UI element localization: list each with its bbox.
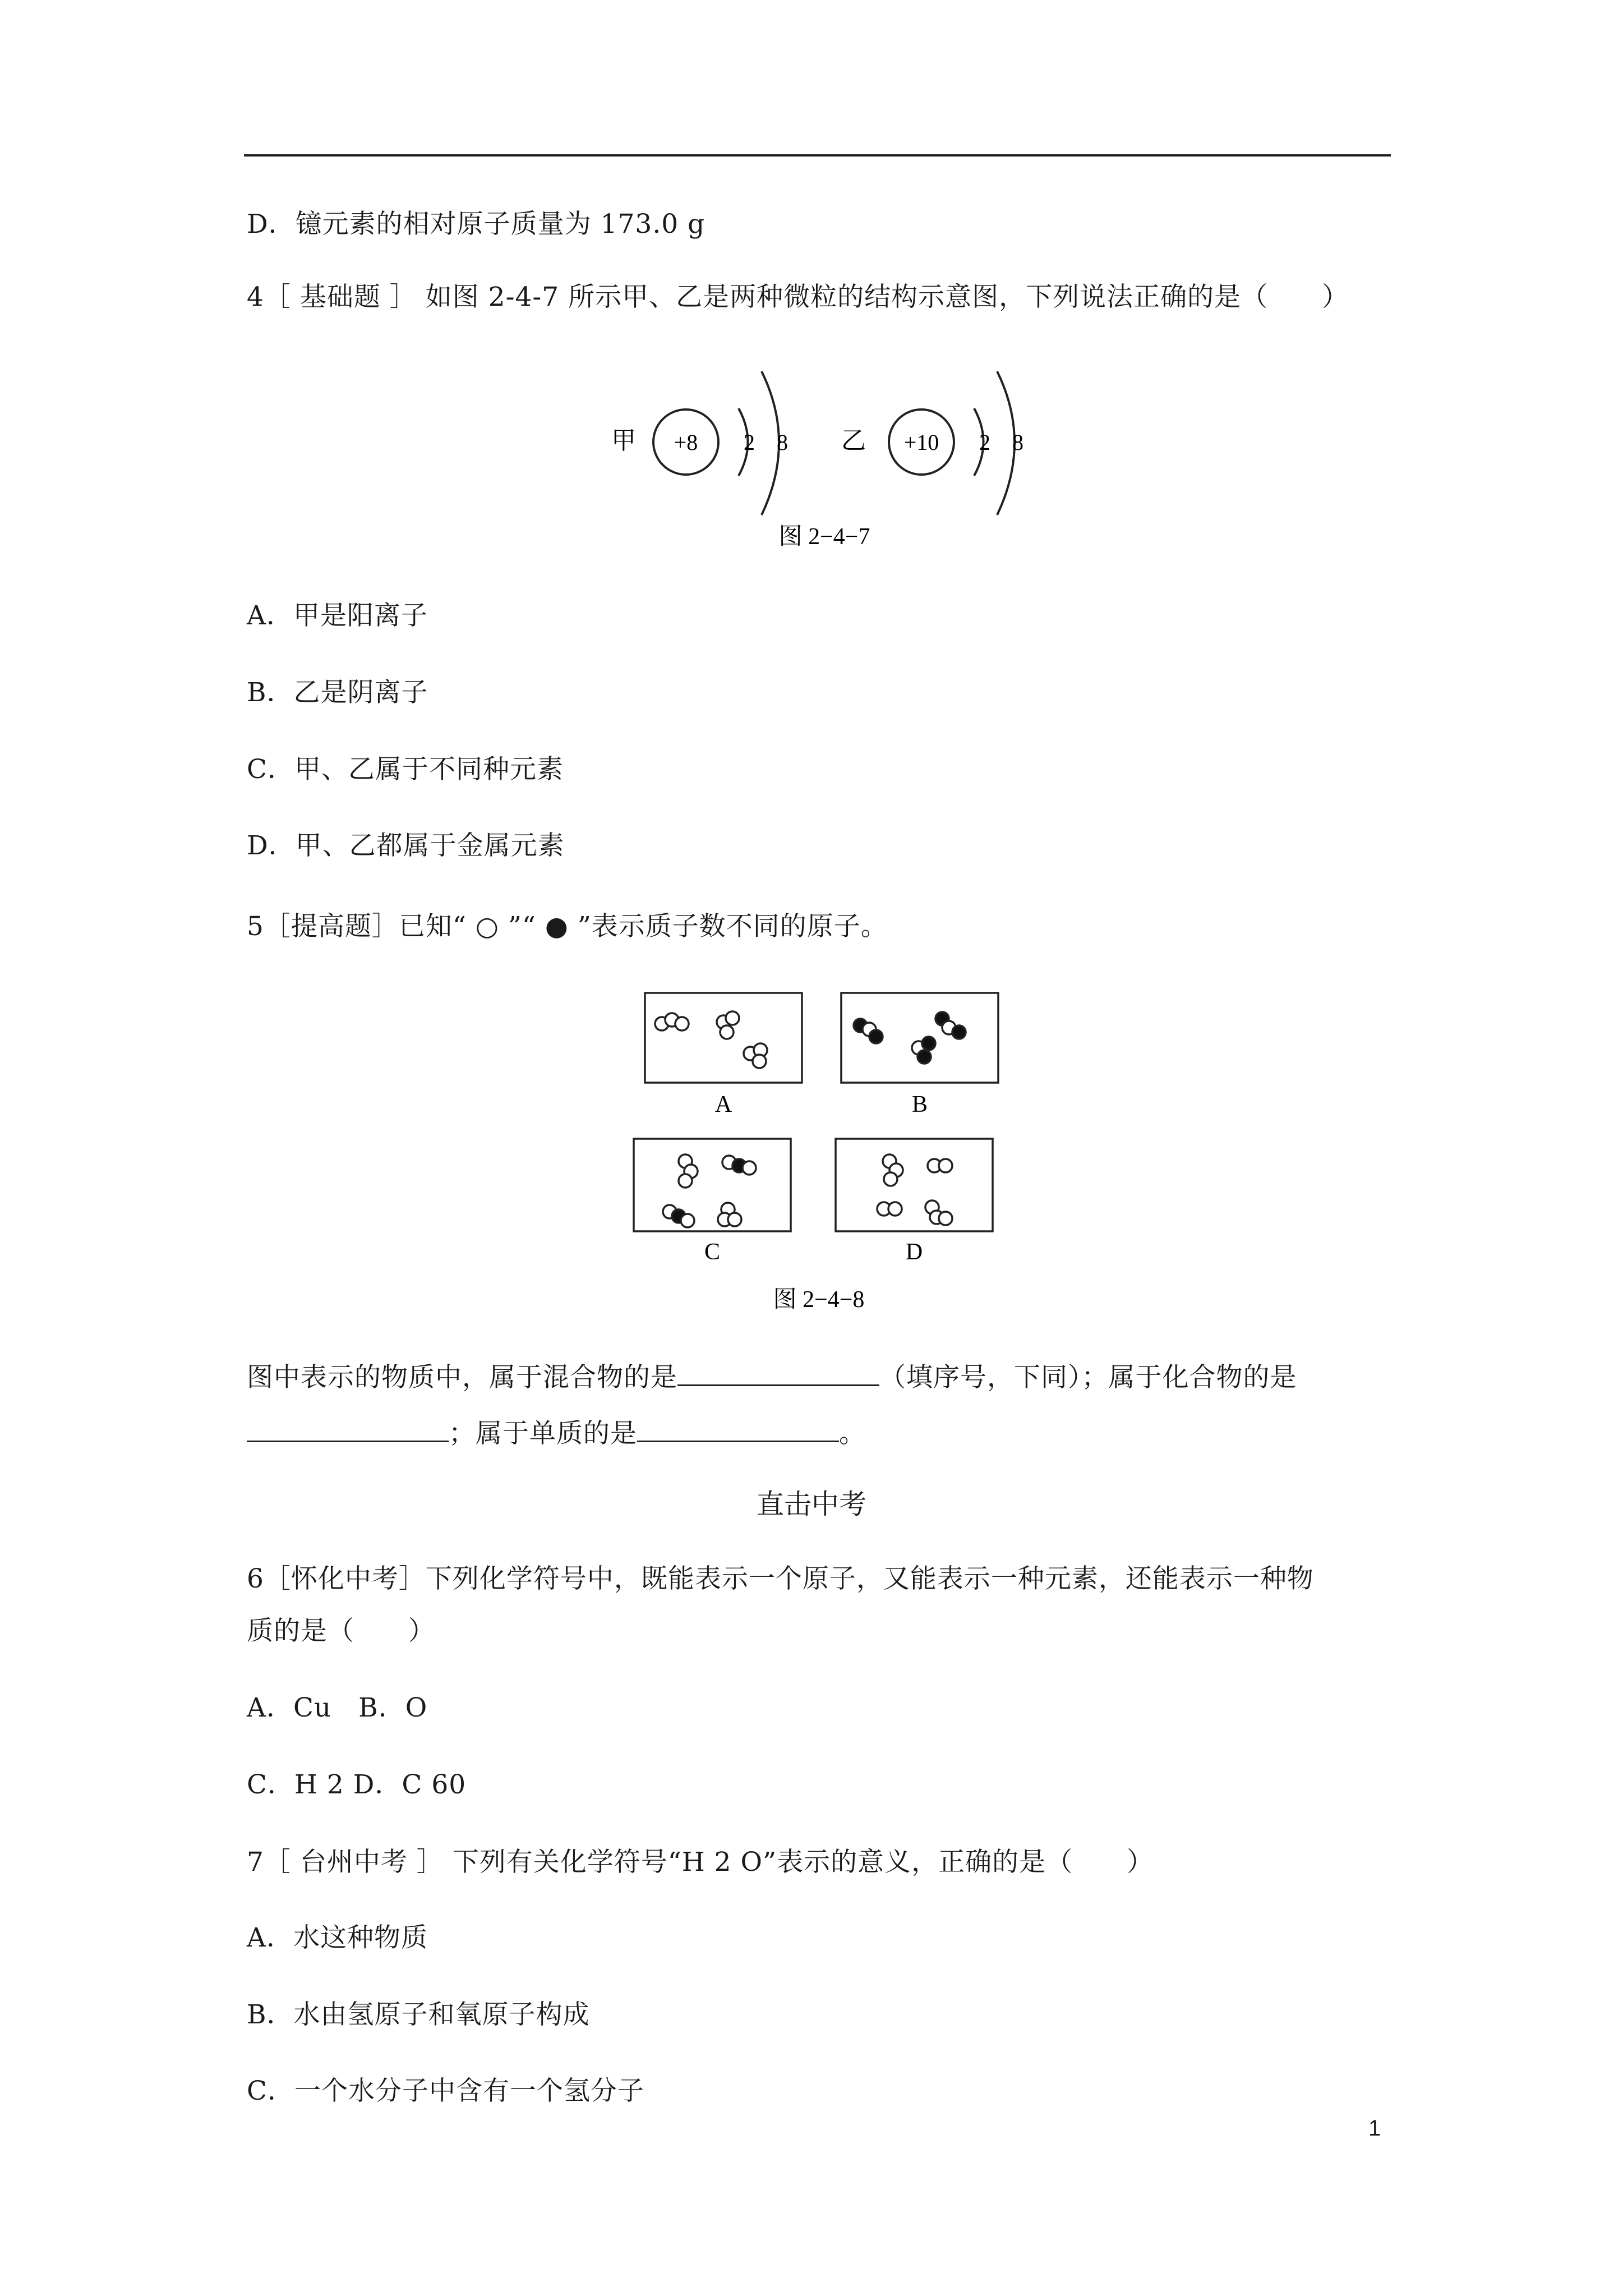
- q5-answer-text-1: 图中表示的物质中，属于混合物的是: [247, 1362, 677, 1393]
- q6-options-row-1: A．Cu B．O: [247, 1692, 428, 1723]
- q7-stem: 7［ 台州中考 ］ 下列有关化学符号“H 2 O”表示的意义，正确的是（ ）: [247, 1847, 1154, 1878]
- fig248-label-c: C: [704, 1239, 721, 1265]
- fig248-label-d: D: [905, 1239, 923, 1265]
- fig247-shell2-count-jia: 8: [777, 430, 788, 455]
- fig247-shell2-count-yi: 8: [1012, 430, 1023, 455]
- mixture-answer-blank[interactable]: [677, 1358, 879, 1386]
- fig247-shell1-count-yi: 2: [979, 430, 990, 455]
- q7-option-c: C．一个水分子中含有一个氢分子: [247, 2076, 644, 2106]
- q4-stem: 4［ 基础题 ］ 如图 2-4-7 所示甲、乙是两种微粒的结构示意图，下列说法正确的是（ ）: [247, 282, 1349, 312]
- q5-answer-line-1: [247, 1358, 1297, 1395]
- q5-answer-line-2: [247, 1414, 866, 1451]
- q5-answer-text-3: ；属于单质的是: [449, 1418, 637, 1449]
- q3-option-d: D．镱元素的相对原子质量为 173.0 g: [247, 209, 706, 240]
- figure-2-4-8: [623, 987, 1015, 1324]
- fig247-nucleus-jia: +8: [674, 430, 698, 455]
- q5-answer-text-2: （填序号，下同）；属于化合物的是: [879, 1362, 1297, 1393]
- compound-answer-blank[interactable]: [247, 1414, 449, 1442]
- figure-2-4-7: [594, 359, 1054, 561]
- q5-stem: 5［提高题］已知“ ○ ”“ ● ”表示质子数不同的原子。: [247, 911, 888, 942]
- fig248-box-b: [841, 993, 998, 1083]
- q6-stem-line-2: 质的是（ ）: [247, 1616, 435, 1646]
- fig248-caption: 图 2−4−8: [773, 1287, 865, 1313]
- q4-option-b: B．乙是阴离子: [247, 677, 428, 708]
- fig247-label-jia: 甲: [611, 427, 636, 454]
- fig248-label-b: B: [911, 1092, 928, 1117]
- fig247-caption: 图 2−4−7: [778, 524, 870, 550]
- fig248-label-a: A: [714, 1092, 732, 1117]
- q5-answer-text-4: 。: [839, 1418, 866, 1449]
- header-rule: [244, 154, 1391, 157]
- q7-option-a: A．水这种物质: [247, 1922, 428, 1953]
- q7-option-b: B．水由氢原子和氧原子构成: [247, 1999, 590, 2030]
- fig248-box-c: [634, 1139, 791, 1231]
- q4-option-a: A．甲是阳离子: [247, 600, 428, 631]
- q4-option-c: C．甲、乙属于不同种元素: [247, 754, 564, 785]
- element-answer-blank[interactable]: [637, 1414, 839, 1442]
- fig247-shell1-count-jia: 2: [744, 430, 755, 455]
- q6-options-row-2: C．H 2 D．C 60: [247, 1769, 467, 1800]
- q4-option-d: D．甲、乙都属于金属元素: [247, 830, 565, 861]
- section-title: 直击中考: [756, 1488, 866, 1520]
- page-number: 1: [1368, 2116, 1381, 2141]
- fig247-label-yi: 乙: [841, 427, 866, 454]
- fig248-box-d: [836, 1139, 993, 1231]
- fig247-nucleus-yi: +10: [903, 430, 939, 455]
- q6-stem-line-1: 6［怀化中考］下列化学符号中，既能表示一个原子，又能表示一种元素，还能表示一种物: [247, 1563, 1314, 1594]
